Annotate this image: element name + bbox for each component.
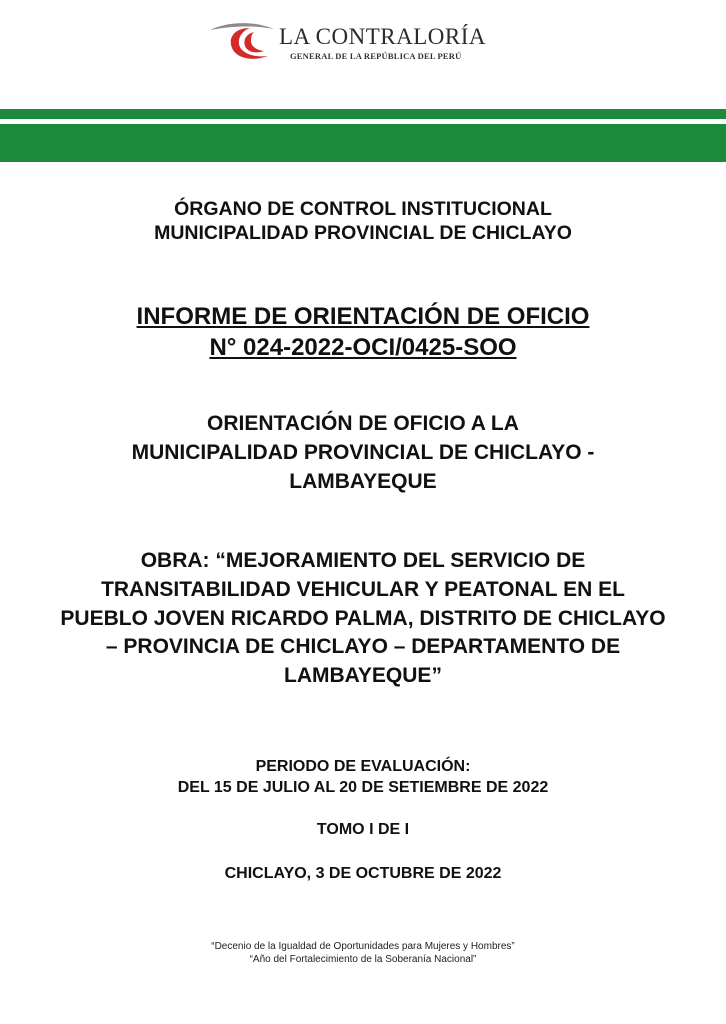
contraloria-emblem-icon — [206, 20, 278, 66]
contraloria-logo — [206, 20, 486, 70]
obra-line-3: PUEBLO JOVEN RICARDO PALMA, DISTRITO DE CHICLAYO — [60, 607, 666, 630]
obra-line-4: – PROVINCIA DE CHICLAYO – DEPARTAMENTO DE — [105, 635, 621, 658]
tomo: TOMO I DE I — [316, 821, 410, 838]
obra-line-5: LAMBAYEQUE” — [284, 664, 442, 687]
obra-line-1: OBRA: “MEJORAMIENTO DEL SERVICIO DE — [140, 549, 586, 572]
periodo-range: DEL 15 DE JULIO AL 20 DE SETIEMBRE DE 2022 — [177, 779, 549, 796]
logo-title: LA CONTRALORÍA — [279, 24, 486, 49]
logo-subtitle: GENERAL DE LA REPÚBLICA DEL PERÚ — [290, 51, 462, 61]
footer-line-1: “Decenio de la Igualdad de Oportunidades para Mujeres y Hombres” — [211, 941, 515, 952]
informe-number: N° 024-2022-OCI/0425-SOO — [209, 334, 517, 361]
informe-title: INFORME DE ORIENTACIÓN DE OFICIO — [136, 303, 590, 330]
header-band-thick — [0, 124, 726, 162]
organo-line-2: MUNICIPALIDAD PROVINCIAL DE CHICLAYO — [154, 222, 572, 244]
orientacion-line-3: LAMBAYEQUE — [289, 470, 437, 493]
orientacion-line-2: MUNICIPALIDAD PROVINCIAL DE CHICLAYO - — [131, 441, 595, 464]
orientacion-line-1: ORIENTACIÓN DE OFICIO A LA — [207, 412, 519, 435]
obra-line-2: TRANSITABILIDAD VEHICULAR Y PEATONAL EN EL — [101, 578, 625, 601]
organo-line-1: ÓRGANO DE CONTROL INSTITUCIONAL — [174, 198, 552, 220]
periodo-label: PERIODO DE EVALUACIÓN: — [255, 758, 471, 775]
footer-line-2: “Año del Fortalecimiento de la Soberanía Nacional” — [249, 954, 477, 965]
header-band-thin — [0, 109, 726, 119]
lugar-fecha: CHICLAYO, 3 DE OCTUBRE DE 2022 — [224, 865, 502, 882]
